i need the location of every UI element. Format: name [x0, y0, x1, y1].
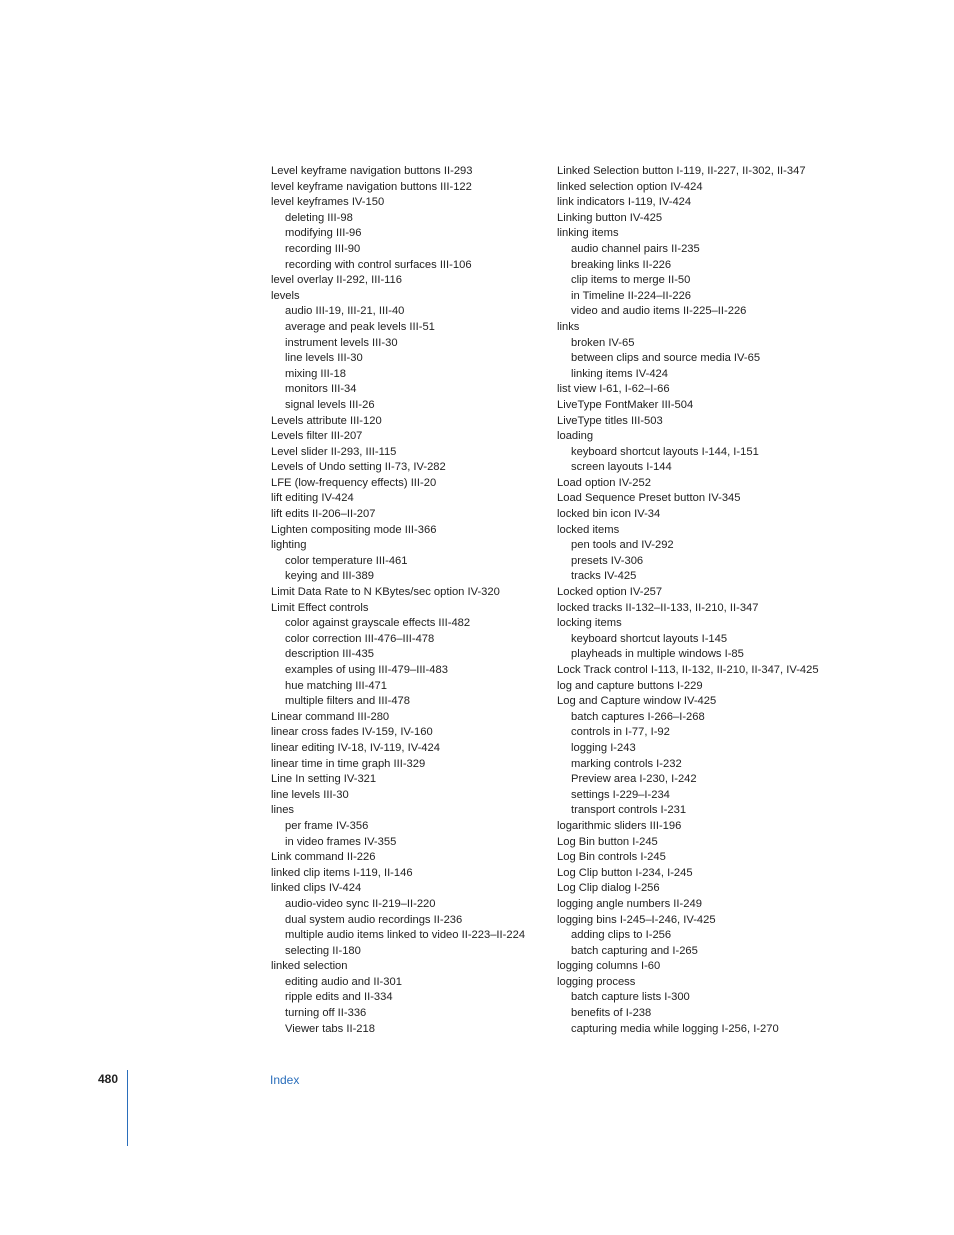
- index-subentry: keyboard shortcut layouts I-145: [571, 632, 728, 645]
- index-subentry: logging I-243: [571, 741, 636, 754]
- index-entry: locked items: [557, 523, 620, 536]
- index-entry: logarithmic sliders III-196: [557, 819, 682, 832]
- index-entry: locked tracks II-132–II-133, II-210, II-347: [557, 601, 759, 614]
- index-entry: Log Clip button I-234, I-245: [557, 866, 693, 879]
- index-subentry: monitors III-34: [285, 383, 357, 396]
- index-entry: Level keyframe navigation buttons II-293: [271, 165, 473, 177]
- index-subentry: tracks IV-425: [571, 570, 637, 583]
- index-entry: Linking button IV-425: [557, 211, 663, 224]
- index-subentry: examples of using III-479–III-483: [285, 664, 448, 676]
- index-entry: lift edits II-206–II-207: [271, 508, 376, 521]
- index-column-left: [271, 164, 551, 1037]
- index-subentry: clip items to merge II-50: [571, 274, 691, 287]
- index-subentry: pen tools and IV-292: [571, 539, 674, 552]
- index-entry: Log Bin controls I-245: [557, 851, 666, 864]
- index-subentry: controls in I-77, I-92: [571, 726, 670, 739]
- index-entry: log and capture buttons I-229: [557, 679, 703, 692]
- section-title: Index: [270, 1073, 300, 1087]
- index-entry: list view I-61, I-62–I-66: [557, 383, 670, 396]
- index-subentry: multiple filters and III-478: [285, 695, 410, 708]
- index-subentry: dual system audio recordings II-236: [285, 913, 463, 926]
- index-entry: Limit Data Rate to N KBytes/sec option IV-320: [271, 586, 500, 599]
- index-subentry: transport controls I-231: [571, 804, 687, 817]
- index-entry: Log and Capture window IV-425: [557, 695, 717, 708]
- index-subentry: multiple audio items linked to video II-223–II-224: [285, 929, 526, 942]
- index-subentry: batch captures I-266–I-268: [571, 710, 705, 723]
- index-subentry: capturing media while logging I-256, I-270: [571, 1022, 779, 1035]
- index-entry: Line In setting IV-321: [271, 773, 377, 786]
- index-entry: linear editing IV-18, IV-119, IV-424: [271, 741, 440, 754]
- index-column-right: [557, 164, 847, 1037]
- index-subentry: adding clips to I-256: [571, 929, 672, 942]
- index-entry: linear cross fades IV-159, IV-160: [271, 726, 433, 739]
- index-subentry: marking controls I-232: [571, 757, 682, 770]
- index-subentry: selecting II-180: [285, 944, 361, 957]
- index-subentry: deleting III-98: [285, 211, 353, 224]
- index-entry: linked clips IV-424: [271, 882, 362, 895]
- index-entry: Locked option IV-257: [557, 586, 663, 599]
- index-entry: linked selection option IV-424: [557, 180, 703, 193]
- index-entry: Linear command III-280: [271, 710, 390, 723]
- page-number: 480: [98, 1072, 119, 1086]
- index-entry: Log Clip dialog I-256: [557, 882, 660, 895]
- index-entry: linked clip items I-119, II-146: [271, 866, 413, 879]
- index-entry: locking items: [557, 617, 622, 630]
- index-subentry: playheads in multiple windows I-85: [571, 648, 744, 661]
- index-entry: level overlay II-292, III-116: [271, 274, 402, 287]
- index-subentry: instrument levels III-30: [285, 336, 398, 349]
- index-entry: loading: [557, 430, 594, 443]
- footer-divider: [127, 1070, 128, 1146]
- index-entry: LFE (low-frequency effects) III-20: [271, 476, 437, 489]
- index-entry: levels: [271, 289, 300, 302]
- index-entry: Limit Effect controls: [271, 601, 369, 614]
- index-entry: Levels filter III-207: [271, 430, 363, 443]
- index-subentry: Preview area I-230, I-242: [571, 773, 697, 786]
- index-subentry: in video frames IV-355: [285, 835, 397, 848]
- index-entry: level keyframes IV-150: [271, 196, 385, 209]
- index-subentry: in Timeline II-224–II-226: [571, 289, 692, 302]
- index-subentry: keyboard shortcut layouts I-144, I-151: [571, 445, 759, 458]
- index-subentry: recording with control surfaces III-106: [285, 258, 472, 271]
- index-subentry: mixing III-18: [285, 367, 346, 380]
- index-subentry: batch capturing and I-265: [571, 944, 698, 957]
- index-subentry: breaking links II-226: [571, 258, 672, 271]
- index-entry: Log Bin button I-245: [557, 835, 658, 848]
- index-subentry: modifying III-96: [285, 227, 362, 240]
- index-subentry: Viewer tabs II-218: [285, 1022, 375, 1035]
- index-subentry: recording III-90: [285, 242, 361, 255]
- index-subentry: video and audio items II-225–II-226: [571, 305, 747, 318]
- index-entry: links: [557, 320, 580, 333]
- index-subentry: batch capture lists I-300: [571, 991, 690, 1004]
- index-entry: lift editing IV-424: [271, 492, 354, 505]
- index-subentry: editing audio and II-301: [285, 975, 402, 988]
- index-entry: lines: [271, 804, 295, 817]
- index-subentry: keying and III-389: [285, 570, 374, 583]
- index-subentry: screen layouts I-144: [571, 461, 672, 474]
- index-subentry: color against grayscale effects III-482: [285, 617, 471, 630]
- index-entry: Levels of Undo setting II-73, IV-282: [271, 461, 446, 474]
- index-subentry: between clips and source media IV-65: [571, 352, 761, 365]
- index-subentry: audio-video sync II-219–II-220: [285, 897, 436, 910]
- index-entry: Link command II-226: [271, 851, 376, 864]
- index-entry: link indicators I-119, IV-424: [557, 196, 692, 209]
- index-subentry: description III-435: [285, 648, 374, 661]
- index-entry: lighting: [271, 539, 307, 552]
- index-subentry: audio III-19, III-21, III-40: [285, 305, 405, 318]
- index-subentry: audio channel pairs II-235: [571, 242, 700, 255]
- index-entry: logging bins I-245–I-246, IV-425: [557, 913, 716, 926]
- index-subentry: line levels III-30: [285, 352, 363, 365]
- index-entry: logging process: [557, 975, 636, 988]
- index-subentry: broken IV-65: [571, 336, 635, 349]
- index-subentry: ripple edits and II-334: [285, 991, 393, 1004]
- index-entry: Load option IV-252: [557, 476, 651, 489]
- index-subentry: benefits of I-238: [571, 1007, 652, 1020]
- index-entry: locked bin icon IV-34: [557, 508, 661, 521]
- index-subentry: color temperature III-461: [285, 554, 408, 567]
- index-entry: level keyframe navigation buttons III-122: [271, 180, 472, 193]
- index-entry: Levels attribute III-120: [271, 414, 382, 427]
- index-subentry: color correction III-476–III-478: [285, 632, 435, 645]
- index-entry: Load Sequence Preset button IV-345: [557, 492, 741, 505]
- index-subentry: signal levels III-26: [285, 398, 375, 411]
- index-subentry: per frame IV-356: [285, 819, 369, 832]
- index-subentry: settings I-229–I-234: [571, 788, 670, 801]
- index-entry: Linked Selection button I-119, II-227, II-302, II-347: [557, 165, 806, 177]
- index-subentry: presets IV-306: [571, 554, 644, 567]
- index-subentry: turning off II-336: [285, 1007, 367, 1020]
- index-entry: LiveType FontMaker III-504: [557, 398, 694, 411]
- index-entry: Level slider II-293, III-115: [271, 445, 397, 458]
- index-entry: Lighten compositing mode III-366: [271, 523, 437, 536]
- index-subentry: average and peak levels III-51: [285, 320, 435, 333]
- index-subentry: linking items IV-424: [571, 367, 669, 380]
- index-entry: LiveType titles III-503: [557, 414, 663, 427]
- index-entry: linking items: [557, 227, 619, 240]
- index-entry: linked selection: [271, 960, 348, 973]
- index-subentry: hue matching III-471: [285, 679, 387, 692]
- index-entry: Lock Track control I-113, II-132, II-210, II-347, IV-425: [557, 664, 819, 676]
- index-entry: logging angle numbers II-249: [557, 897, 702, 910]
- index-entry: line levels III-30: [271, 788, 349, 801]
- index-entry: logging columns I-60: [557, 960, 661, 973]
- index-entry: linear time in time graph III-329: [271, 757, 426, 770]
